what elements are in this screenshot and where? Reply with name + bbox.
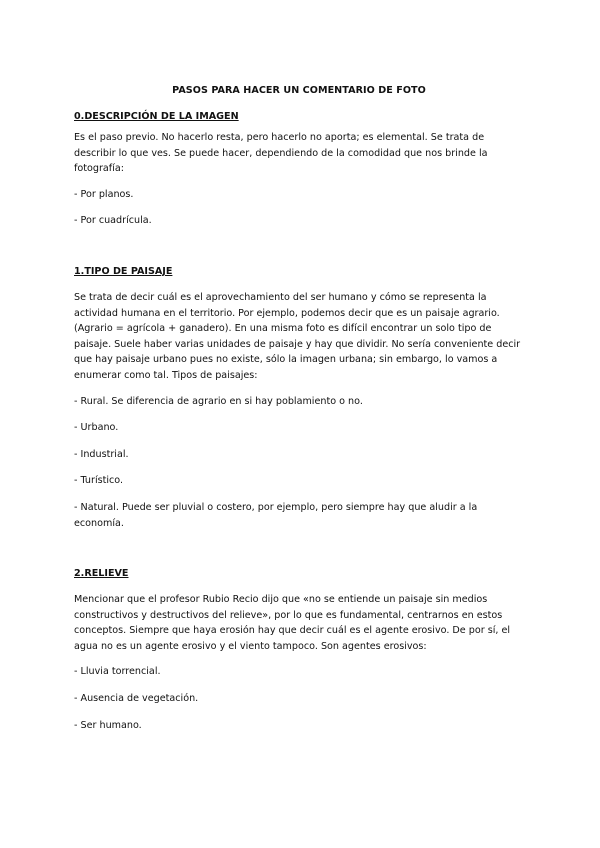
list-item: - Natural. Puede ser pluvial o costero, por ejemplo, pero siempre hay que aludir a la economía. (74, 501, 478, 529)
document-page (74, 84, 524, 733)
section-heading-descripcion: 0.DESCRIPCIÓN DE LA IMAGEN (74, 111, 239, 122)
section-heading-tipo-de-paisaje: 1.TIPO DE PAISAJE (74, 265, 173, 277)
list-item: - Ausencia de vegetación. (74, 693, 199, 705)
list-item: - Por cuadrícula. (74, 215, 152, 227)
list-item: - Lluvia torrencial. (74, 666, 161, 678)
list-item: - Turístico. (74, 475, 124, 487)
list-item: - Rural. Se diferencia de agrario en si hay poblamiento o no. (74, 395, 363, 407)
list-item: - Ser humano. (74, 719, 142, 731)
list-item: - Por planos. (74, 188, 134, 200)
document-title: PASOS PARA HACER UN COMENTARIO DE FOTO (172, 85, 426, 96)
section-heading-relieve: 2.RELIEVE (74, 568, 129, 580)
section-intro-tipo-de-paisaje: Se trata de decir cuál es el aprovechamiento del ser humano y cómo se representa la actividad humana en el territorio. Por ejemplo, podemos decir que es un paisaje agrario. (Agrario = agrícola + ganadero). En una misma foto es difícil encontrar un solo tipo de paisaje. Suele haber varias unidades de paisaje y hay que dividir. No sería conveniente decir que hay paisaje urbano pues no existe, sólo la imagen urbana; sin embargo, lo vamos a enumerar como tal. Tipos de paisajes: (74, 291, 521, 381)
section-intro-relieve: Mencionar que el profesor Rubio Recio dijo que «no se entiende un paisaje sin medios constructivos y destructivos del relieve», por lo que es fundamental, centrarnos en estos conceptos. Siempre que haya erosión hay que decir cuál es el agente erosivo. De por sí, el agua no es un agente erosivo y el viento tampoco. Son agentes erosivos: (74, 594, 511, 652)
list-item: - Urbano. (74, 422, 119, 434)
section-intro-descripcion: Es el paso previo. No hacerlo resta, pero hacerlo no aporta; es elemental. Se trata de describir lo que ves. Se puede hacer, dependiendo de la comodidad que nos brinde la fotografía: (74, 132, 488, 175)
list-item: - Industrial. (74, 448, 129, 460)
